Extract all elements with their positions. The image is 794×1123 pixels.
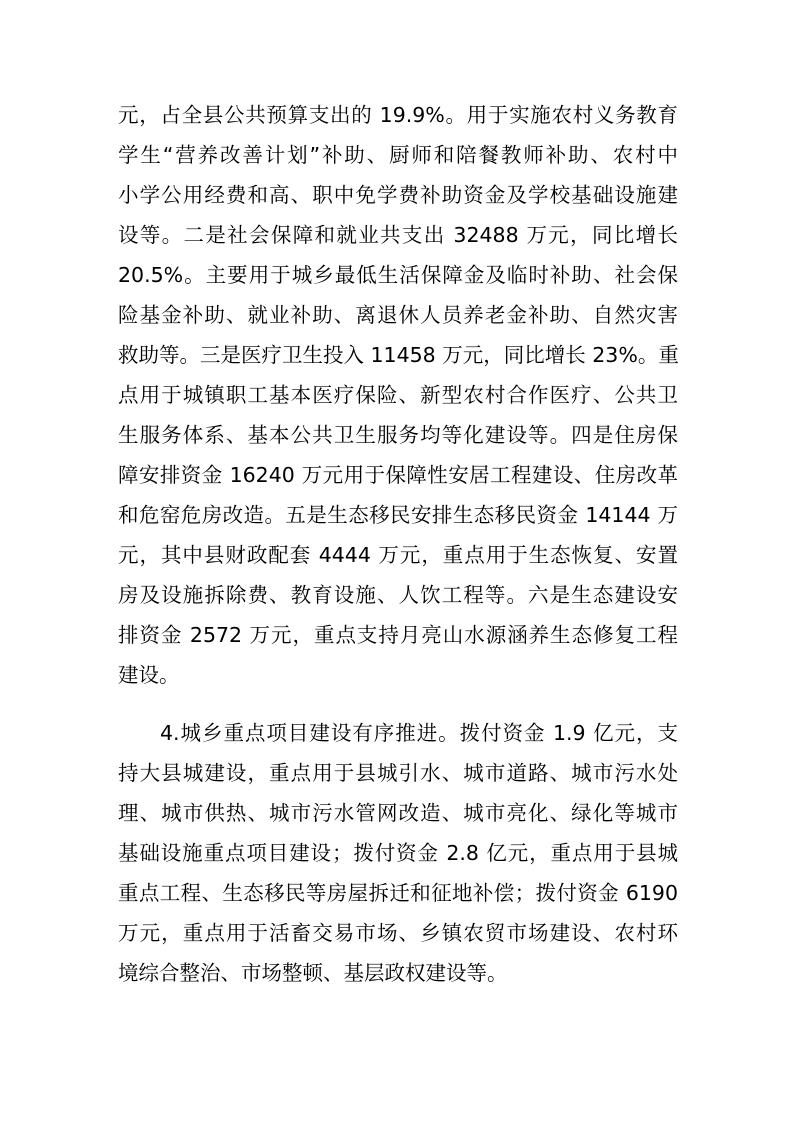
text-line: 学生“营养改善计划”补助、厨师和陪餐教师补助、农村中: [118, 143, 678, 167]
text-line: 设等。二是社会保障和就业共支出 32488 万元，同比增长: [118, 223, 678, 247]
text-line: 房及设施拆除费、教育设施、人饮工程等。六是生态建设安: [118, 583, 678, 607]
text-line: 和危窑危房改造。五是生态移民安排生态移民资金 14144 万: [118, 503, 678, 527]
text-line: 排资金 2572 万元，重点支持月亮山水源涵养生态修复工程: [118, 623, 678, 647]
text-line: 4.城乡重点项目建设有序推进。拨付资金 1.9 亿元，支: [160, 721, 678, 745]
text-line: 20.5%。主要用于城乡最低生活保障金及临时补助、社会保: [118, 263, 678, 287]
text-line: 救助等。三是医疗卫生投入 11458 万元，同比增长 23%。重: [118, 343, 679, 367]
text-line: 元，占全县公共预算支出的 19.9%。用于实施农村义务教育: [118, 103, 678, 127]
text-line: 理、城市供热、城市污水管网改造、城市亮化、绿化等城市: [118, 801, 678, 825]
text-line: 重点工程、生态移民等房屋拆迁和征地补偿；拨付资金 6190: [118, 881, 678, 905]
text-line: 基础设施重点项目建设；拨付资金 2.8 亿元，重点用于县城: [118, 841, 678, 865]
text-line: 万元，重点用于活畜交易市场、乡镇农贸市场建设、农村环: [118, 921, 678, 945]
text-line: 建设。: [118, 663, 180, 687]
text-line: 持大县城建设，重点用于县城引水、城市道路、城市污水处: [118, 761, 678, 785]
text-line: 小学公用经费和高、职中免学费补助资金及学校基础设施建: [118, 183, 678, 207]
text-line: 障安排资金 16240 万元用于保障性安居工程建设、住房改革: [118, 463, 678, 487]
text-line: 元，其中县财政配套 4444 万元，重点用于生态恢复、安置: [118, 543, 678, 567]
text-line: 点用于城镇职工基本医疗保险、新型农村合作医疗、公共卫: [118, 383, 678, 407]
text-line: 险基金补助、就业补助、离退休人员养老金补助、自然灾害: [118, 303, 678, 327]
text-line: 生服务体系、基本公共卫生服务均等化建设等。四是住房保: [118, 423, 678, 447]
text-line: 境综合整治、市场整顿、基层政权建设等。: [118, 961, 508, 985]
